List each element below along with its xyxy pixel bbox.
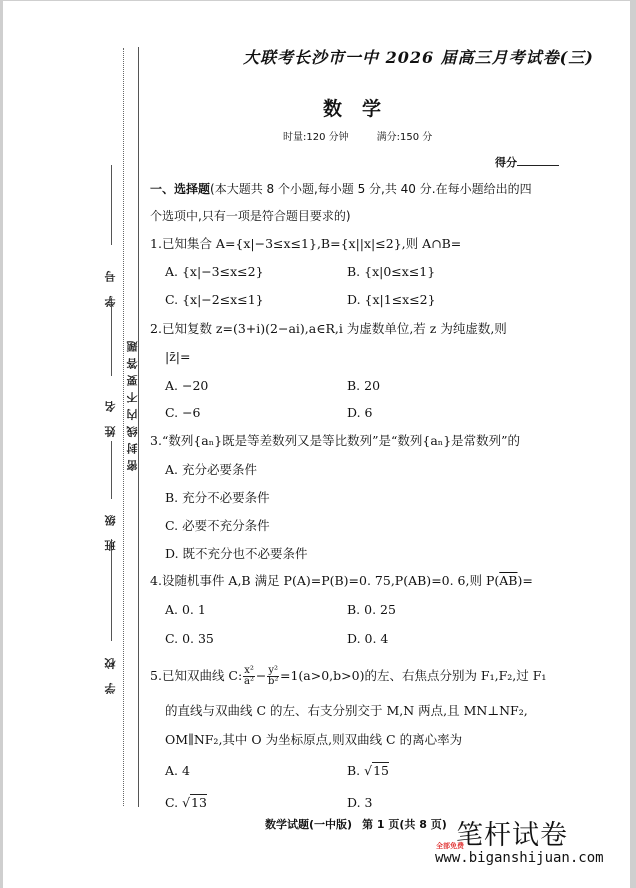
question-5: 5.已知双曲线 C: $\frac{\text{x²}}{\text{a²}}$ − $\frac{\text{y²}}{\text{b²}}$ =1(a>0,b>0)的左、右焦点分别为 F₁,F₂,过 F₁ [150, 665, 547, 687]
subject-title: 数学 [323, 98, 402, 120]
question-2 [150, 321, 507, 337]
section-instructions-2: 个选项中,只有一项是符合题目要求的) [150, 209, 351, 223]
question-1 [150, 236, 461, 252]
footer-subject: 数学试题(一中版) [265, 818, 353, 831]
time-limit: 时量:120 分钟 [283, 132, 349, 143]
section-heading [150, 181, 532, 197]
q5-option-c: C. √13 [165, 795, 207, 810]
fraction-x2-a2: $\frac{\text{x²}}{\text{a²}}$ [244, 665, 254, 687]
class-label: 班级 [104, 501, 117, 551]
sqrt-13: 13 [191, 795, 207, 810]
q3-option-a: A. 充分必要条件 [165, 462, 257, 477]
q4-option-a: A. 0. 1 [165, 602, 206, 617]
q5-stem-line3: OM∥NF₂,其中 O 为坐标原点,则双曲线 C 的离心率为 [165, 732, 463, 747]
q1-option-b: B. {x|0≤x≤1} [347, 264, 436, 279]
watermark-free-tag: 全部免费 [436, 842, 464, 850]
name-field-line-4 [111, 539, 112, 641]
student-name-label: 姓名 [104, 387, 117, 437]
question-number: 3. [150, 433, 162, 448]
q1-option-a: A. {x|−3≤x≤2} [165, 264, 264, 279]
question-stem-suffix: )= [517, 573, 533, 588]
watermark-url: www.biganshijuan.com [435, 850, 604, 866]
complement-event: $\overline{AB}$ [499, 573, 518, 588]
full-score: 满分:150 分 [376, 132, 433, 143]
question-number: 5. [150, 668, 162, 683]
q2-option-b: B. 20 [347, 378, 381, 393]
section-instructions-1: (本大题共 8 个小题,每小题 5 分,共 40 分.在每小题给出的四 [210, 182, 532, 196]
question-stem-suffix: =1(a>0,b>0)的左、右焦点分别为 F₁,F₂,过 F₁ [280, 668, 547, 683]
seal-notice: 密封线内不要答题 [126, 335, 139, 471]
sqrt-15: 15 [373, 763, 390, 778]
question-stem-prefix: 设随机事件 A,B 满足 P(A)=P(B)=0. 75,P(AB)=0. 6,则 P( [161, 573, 500, 588]
footer-page-info: 第 1 页(共 8 页) [362, 818, 447, 831]
q5-stem-line2: 的直线与双曲线 C 的左、右支分别交于 M,N 两点,且 MN⊥NF₂, [165, 703, 528, 718]
name-field-line-top [111, 165, 112, 245]
fraction-y2-b2: $\frac{\text{y²}}{\text{b²}}$ [267, 665, 279, 687]
question-4 [150, 573, 533, 589]
name-field-line-3 [111, 441, 112, 499]
question-number: 2. [150, 321, 162, 336]
q4-option-d: D. 0. 4 [347, 631, 389, 646]
name-field-line-2 [111, 298, 112, 376]
score-field [495, 154, 559, 170]
q5-option-d: D. 3 [347, 795, 373, 810]
question-number: 4. [150, 573, 162, 588]
q2-option-a: A. −20 [165, 378, 209, 393]
seal-dotted-line [123, 48, 124, 806]
q5-option-b: B. √15 [347, 763, 390, 778]
question-3 [150, 433, 520, 449]
q4-option-c: C. 0. 35 [165, 631, 214, 646]
question-stem: “数列{aₙ}既是等差数列又是等比数列”是“数列{aₙ}是常数列”的 [161, 433, 521, 448]
section-title: 一、选择题 [150, 182, 211, 196]
q3-option-c: C. 必要不充分条件 [165, 518, 270, 533]
school-label: 学校 [104, 644, 117, 694]
score-blank [517, 155, 559, 166]
score-label: 得分 [495, 156, 517, 169]
q3-option-b: B. 充分不必要条件 [165, 490, 270, 505]
page-footer [265, 816, 447, 832]
q2-stem-line2: |z̄|= [165, 349, 191, 364]
student-id-label: 学号 [104, 257, 117, 307]
q3-option-d: D. 既不充分也不必要条件 [165, 546, 308, 561]
exam-title: 大联考长沙市一中 2026 届高三月考试卷(三) [243, 48, 594, 67]
question-number: 1. [150, 236, 162, 251]
watermark-brand: 笔杆试卷 [456, 820, 568, 851]
q2-option-c: C. −6 [165, 405, 201, 420]
q2-option-d: D. 6 [347, 405, 373, 420]
exam-meta [283, 128, 432, 143]
question-stem: 已知复数 z=(3+i)(2−ai),a∈R,i 为虚数单位,若 z 为纯虚数,则 [161, 321, 507, 336]
question-stem: 已知集合 A={x|−3≤x≤1},B={x||x|≤2},则 A∩B= [161, 236, 462, 251]
q5-option-a: A. 4 [165, 763, 190, 778]
exam-page [3, 1, 630, 888]
q4-option-b: B. 0. 25 [347, 602, 396, 617]
question-stem-prefix: 已知双曲线 C: [161, 668, 243, 683]
q1-option-c: C. {x|−2≤x≤1} [165, 292, 264, 307]
q1-option-d: D. {x|1≤x≤2} [347, 292, 436, 307]
